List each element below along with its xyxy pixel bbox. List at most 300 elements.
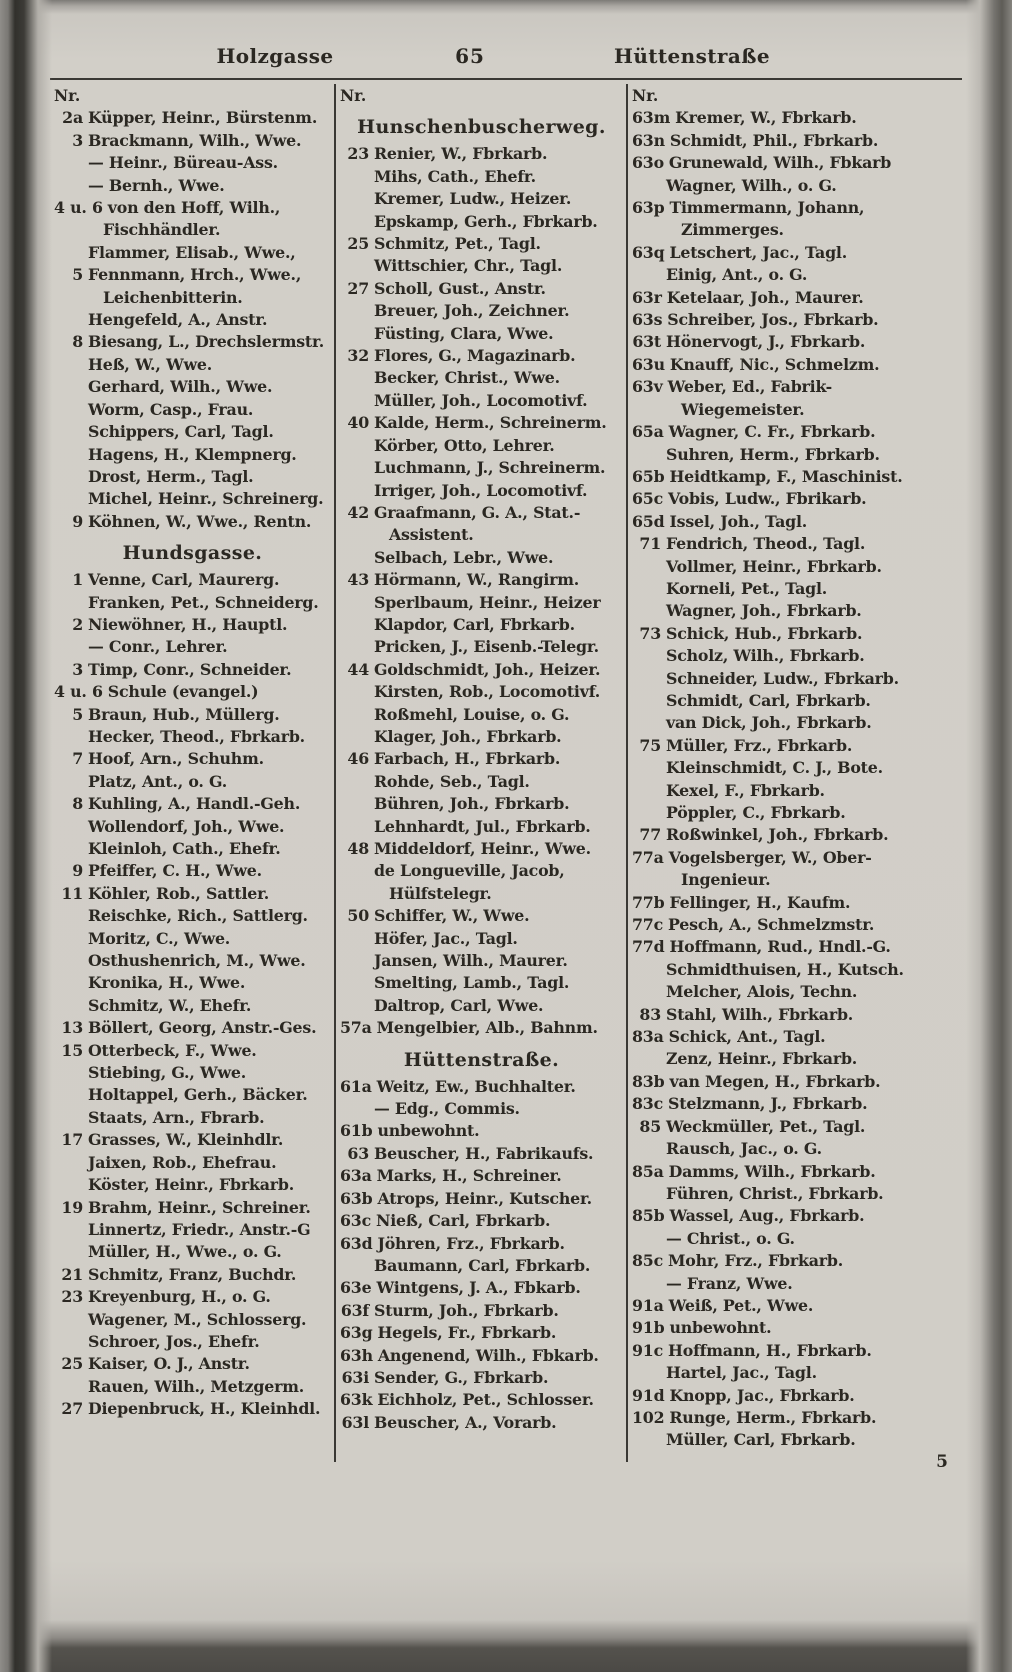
entry-text: Rausch, Jac., o. G. (666, 1139, 822, 1159)
entry-line (632, 1093, 959, 1115)
house-number: 63i (341, 1367, 369, 1387)
entry-text: Eichholz, Pet., Schlosser. (377, 1390, 594, 1410)
house-number: 61b (340, 1121, 373, 1141)
entry-line (340, 905, 623, 927)
house-number (340, 704, 374, 726)
house-number (632, 1048, 666, 1070)
entry-line (632, 1429, 959, 1451)
entry-text: Fischhändler. (103, 220, 221, 240)
house-number (632, 959, 666, 981)
entry-line (340, 233, 623, 255)
house-number: 63h (340, 1345, 373, 1365)
entry-line (632, 623, 959, 645)
house-number: 65c (632, 489, 664, 509)
entry-text: Hülfstelegr. (389, 883, 492, 903)
house-number (632, 264, 666, 286)
entry-text: Köster, Heinr., Fbrkarb. (88, 1175, 294, 1195)
house-number (632, 219, 666, 241)
house-number (340, 771, 374, 793)
entry-line (54, 421, 331, 443)
house-number: 63c (340, 1211, 372, 1231)
entry-line (632, 1407, 959, 1429)
entry-text: Wagner, Wilh., o. G. (666, 175, 837, 195)
entry-line (340, 1345, 623, 1367)
house-number (54, 242, 88, 264)
entry-text: Wollendorf, Joh., Wwe. (88, 816, 285, 836)
house-number: 25 (61, 1354, 83, 1374)
entry-text: Weckmüller, Pet., Tagl. (666, 1116, 866, 1136)
house-number (340, 547, 374, 569)
house-number: 65b (632, 466, 665, 486)
entry-line (54, 130, 331, 152)
entry-line (632, 712, 959, 734)
house-number: 83a (632, 1027, 664, 1047)
scan-edge-left (0, 0, 52, 1672)
house-number: 91c (632, 1340, 664, 1360)
entry-line (632, 1228, 959, 1250)
entry-text: Linnertz, Friedr., Anstr.-G (88, 1219, 311, 1239)
house-number (54, 726, 88, 748)
entry-line (632, 690, 959, 712)
house-number (54, 421, 88, 443)
entry-text: Müller, H., Wwe., o. G. (88, 1242, 282, 1262)
house-number (340, 435, 374, 457)
entry-text: Roßmehl, Louise, o. G. (374, 704, 570, 724)
entry-line (54, 1331, 331, 1353)
house-number: 63t (632, 332, 661, 352)
house-number (54, 972, 88, 994)
entry-text: Kleinloh, Cath., Ehefr. (88, 839, 281, 858)
entry-line (632, 1026, 959, 1048)
entry-line (632, 645, 959, 667)
entry-line (54, 636, 331, 658)
entry-text: Daltrop, Carl, Wwe. (374, 995, 544, 1015)
entry-text: Epskamp, Gerh., Fbrkarb. (374, 211, 598, 231)
entry-text: Roßwinkel, Joh., Fbrkarb. (666, 825, 889, 845)
entry-text: Grunewald, Wilh., Fbkarb (668, 153, 892, 173)
house-number: 21 (61, 1264, 83, 1284)
entry-text: Flores, G., Magazinarb. (374, 346, 576, 366)
entry-text: Rauen, Wilh., Metzgerm. (88, 1376, 305, 1396)
house-number: 63s (632, 310, 663, 330)
house-number: 77 (639, 825, 661, 845)
house-number: 42 (347, 502, 369, 522)
entry-text: Hecker, Theod., Fbrkarb. (88, 726, 305, 746)
entry-text: Franken, Pet., Schneiderg. (88, 592, 319, 612)
entry-line (54, 1040, 331, 1062)
entry-line (340, 838, 623, 860)
entry-text: Ketelaar, Joh., Maurer. (666, 287, 864, 307)
house-number: 23 (347, 144, 369, 164)
entry-text: Stelzmann, J., Fbrkarb. (668, 1094, 868, 1114)
house-number (54, 1174, 88, 1196)
house-number (340, 524, 374, 546)
house-number (340, 188, 374, 210)
entry-text: Grasses, W., Kleinhdlr. (88, 1130, 284, 1150)
house-number (340, 255, 374, 277)
house-number: 13 (61, 1018, 83, 1038)
entry-text: Platz, Ant., o. G. (88, 771, 228, 791)
entry-line (632, 936, 959, 958)
entry-line (54, 488, 331, 510)
entry-line (632, 578, 959, 600)
header-rule (50, 78, 962, 80)
entry-text: Müller, Carl, Fbrkarb. (666, 1430, 856, 1450)
entry-line (54, 592, 331, 614)
house-number (632, 444, 666, 466)
entry-text: Biesang, L., Drechslermstr. (88, 332, 324, 352)
house-number (632, 1429, 666, 1451)
entry-line (632, 556, 959, 578)
house-number: 63q (632, 242, 665, 262)
entry-text: Scholz, Wilh., Fbrkarb. (666, 646, 865, 666)
columns-container (50, 84, 962, 1462)
house-number (632, 712, 666, 734)
entry-text: Wintgens, J. A., Fbkarb. (376, 1278, 581, 1298)
entry-line (632, 1340, 959, 1362)
house-number: 46 (347, 749, 369, 769)
entry-text: Mihs, Cath., Ehefr. (374, 166, 536, 186)
entry-text: Vobis, Ludw., Fbrikarb. (668, 489, 867, 509)
house-number (54, 636, 88, 658)
house-number: 77d (632, 937, 665, 957)
house-number (632, 1183, 666, 1205)
scan-edge-top (0, 0, 1012, 14)
house-number: 102 (632, 1407, 665, 1427)
entry-line (632, 421, 959, 443)
entry-line (54, 219, 331, 241)
house-number: 9 (72, 861, 83, 881)
header-right-street-title: Hüttenstraße (614, 44, 770, 68)
house-number (54, 816, 88, 838)
entry-line (340, 166, 623, 188)
house-number (54, 376, 88, 398)
entry-line (632, 1362, 959, 1384)
entry-line (340, 300, 623, 322)
house-number: 7 (72, 749, 83, 769)
entry-line (632, 354, 959, 376)
house-number (632, 399, 666, 421)
entry-text: Schmidt, Phil., Fbrkarb. (669, 130, 879, 150)
entry-text: Kremer, Ludw., Heizer. (374, 189, 572, 209)
entry-line (632, 1116, 959, 1138)
entry-line (54, 928, 331, 950)
house-number (632, 690, 666, 712)
house-number (632, 600, 666, 622)
entry-line (54, 175, 331, 197)
entry-line (340, 659, 623, 681)
entry-line (54, 511, 331, 533)
entry-text: Moritz, C., Wwe. (88, 928, 231, 948)
entry-text: Stiebing, G., Wwe. (88, 1063, 247, 1083)
house-number (340, 614, 374, 636)
entry-line (632, 1048, 959, 1070)
scan-edge-right (966, 0, 1012, 1672)
entry-line (632, 444, 959, 466)
house-number: 63r (632, 287, 662, 307)
house-number (340, 211, 374, 233)
entry-line (340, 278, 623, 300)
entry-text: Gerhard, Wilh., Wwe. (88, 377, 273, 397)
entry-text: Scholl, Gust., Anstr. (374, 278, 546, 298)
house-number: 65a (632, 422, 664, 442)
entry-text: unbewohnt. (377, 1121, 480, 1141)
entry-line (54, 1309, 331, 1331)
entry-text: Staats, Arn., Fbrarb. (88, 1107, 265, 1127)
entry-line (54, 883, 331, 905)
header-left-street-title: Holzgasse (216, 44, 334, 68)
entry-line (54, 860, 331, 882)
house-number: 23 (61, 1287, 83, 1307)
entry-line (632, 1317, 959, 1339)
house-number (340, 636, 374, 658)
entry-text: unbewohnt. (669, 1318, 772, 1338)
entry-text: Jöhren, Frz., Fbrkarb. (377, 1233, 565, 1253)
house-number: 27 (61, 1399, 83, 1419)
house-number: 2a (62, 108, 83, 128)
entry-text: Beuscher, H., Fabrikaufs. (374, 1143, 594, 1163)
entry-line (632, 1250, 959, 1272)
entry-text: — Edg., Commis. (374, 1099, 520, 1119)
house-number (632, 645, 666, 667)
entry-line (340, 1255, 623, 1277)
house-number (340, 860, 374, 882)
house-number (340, 726, 374, 748)
house-number (340, 367, 374, 389)
entry-text: Assistent. (389, 525, 474, 545)
entry-text: Küpper, Heinr., Bürstenm. (88, 108, 318, 128)
entry-line (632, 757, 959, 779)
entry-text: Middeldorf, Heinr., Wwe. (374, 839, 591, 858)
entry-line (340, 995, 623, 1017)
entry-text: Schmitz, Pet., Tagl. (374, 234, 541, 254)
house-number (632, 668, 666, 690)
house-number: 63v (632, 377, 663, 397)
entry-line (54, 659, 331, 681)
house-number (54, 1376, 88, 1398)
entry-text: Mengelbier, Alb., Bahnm. (376, 1018, 598, 1038)
entry-text: Mohr, Frz., Fbrkarb. (668, 1251, 844, 1271)
entry-text: Letschert, Jac., Tagl. (669, 242, 848, 262)
entry-line (632, 466, 959, 488)
entry-text: Schmitz, Franz, Buchdr. (88, 1264, 297, 1284)
entry-text: Klager, Joh., Fbrkarb. (374, 726, 562, 746)
house-number: 50 (347, 906, 369, 926)
house-number: 83 (639, 1004, 661, 1024)
entry-text: Hoffmann, H., Fbrkarb. (668, 1340, 872, 1360)
entry-text: Körber, Otto, Lehrer. (374, 435, 555, 455)
house-number: 91a (632, 1295, 664, 1315)
entry-line (632, 600, 959, 622)
entry-text: Suhren, Herm., Fbrkarb. (666, 444, 880, 464)
entry-text: von den Hoff, Wilh., (107, 198, 281, 218)
entry-line (340, 1143, 623, 1165)
entry-line (340, 345, 623, 367)
house-number: 44 (347, 659, 369, 679)
entry-text: Führen, Christ., Fbrkarb. (666, 1183, 884, 1203)
entry-text: Graafmann, G. A., Stat.- (374, 502, 581, 522)
entry-line (54, 950, 331, 972)
house-number (340, 592, 374, 614)
entry-line (54, 242, 331, 264)
entry-line (340, 748, 623, 770)
house-number: 27 (347, 278, 369, 298)
house-number (54, 1219, 88, 1241)
entry-line (632, 175, 959, 197)
entry-line (632, 488, 959, 510)
entry-text: Beuscher, A., Vorarb. (374, 1412, 557, 1432)
house-number: 83c (632, 1094, 664, 1114)
entry-text: Marks, H., Schreiner. (376, 1166, 562, 1186)
entry-line (340, 502, 623, 524)
entry-line (340, 972, 623, 994)
house-number (54, 354, 88, 376)
entry-text: Hagens, H., Klempnerg. (88, 444, 297, 464)
entry-line (54, 1129, 331, 1151)
house-number (340, 681, 374, 703)
house-number (632, 578, 666, 600)
scan-edge-bottom (0, 1620, 1012, 1672)
entry-line (54, 704, 331, 726)
entry-line (340, 771, 623, 793)
entry-text: Luchmann, J., Schreinerm. (374, 458, 606, 478)
entry-text: Hönervogt, J., Fbrkarb. (666, 332, 866, 352)
entry-text: Bühren, Joh., Fbrkarb. (374, 794, 570, 814)
entry-line (54, 1264, 331, 1286)
entry-text: Böllert, Georg, Anstr.-Ges. (88, 1018, 317, 1038)
entry-line (54, 1062, 331, 1084)
entry-text: Renier, W., Fbrkarb. (374, 144, 548, 164)
house-number (54, 488, 88, 510)
entry-text: Atrops, Heinr., Kutscher. (377, 1188, 592, 1208)
entry-text: Wittschier, Chr., Tagl. (374, 256, 563, 276)
house-number: 63m (632, 108, 671, 128)
house-number: 63g (340, 1323, 373, 1343)
entry-line (340, 950, 623, 972)
entry-text: Holtappel, Gerh., Bäcker. (88, 1085, 308, 1105)
entry-text: Wiegemeister. (681, 399, 805, 419)
house-number: 17 (61, 1130, 83, 1150)
house-number: 25 (347, 234, 369, 254)
entry-line (632, 152, 959, 174)
entry-text: Fennmann, Hrch., Wwe., (88, 265, 302, 285)
entry-line (632, 331, 959, 353)
house-number (54, 838, 88, 860)
house-number (54, 1107, 88, 1129)
entry-line (340, 704, 623, 726)
entry-text: Fellinger, H., Kaufm. (669, 892, 851, 912)
column-3-lines (632, 107, 959, 1451)
house-number: 85a (632, 1161, 664, 1181)
entry-line (632, 1183, 959, 1205)
house-number: 63d (340, 1233, 373, 1253)
house-number (54, 1152, 88, 1174)
column-2-lines (340, 116, 623, 1434)
entry-line (632, 1138, 959, 1160)
entry-line (340, 1277, 623, 1299)
entry-text: Kuhling, A., Handl.-Geh. (88, 794, 301, 814)
entry-line (632, 824, 959, 846)
entry-line (54, 331, 331, 353)
entry-line (340, 1322, 623, 1344)
entry-line (632, 735, 959, 757)
entry-text: Schiffer, W., Wwe. (374, 906, 530, 926)
entry-line (54, 1241, 331, 1263)
entry-text: — Bernh., Wwe. (88, 175, 225, 195)
entry-line (340, 255, 623, 277)
entry-line (54, 444, 331, 466)
entry-line (340, 457, 623, 479)
house-number (54, 771, 88, 793)
entry-line (632, 130, 959, 152)
entry-line (54, 1398, 331, 1420)
entry-text: Hoffmann, Rud., Hndl.-G. (669, 937, 891, 957)
street-section-title: Hunschenbuscherweg. (357, 116, 606, 139)
house-number (632, 757, 666, 779)
entry-text: Zimmerges. (681, 220, 784, 240)
house-number: 65d (632, 511, 665, 531)
house-number: 63u (632, 354, 665, 374)
entry-text: — Conr., Lehrer. (88, 637, 228, 657)
house-number: 2 (72, 614, 83, 634)
house-number: 19 (61, 1197, 83, 1217)
entry-text: Wagener, M., Schlosserg. (88, 1309, 307, 1329)
column-1 (50, 84, 334, 1462)
house-number: 15 (61, 1040, 83, 1060)
entry-text: Pfeiffer, C. H., Wwe. (88, 861, 262, 881)
entry-line (54, 1084, 331, 1106)
entry-text: Kremer, W., Fbrkarb. (675, 108, 857, 128)
house-number: 40 (347, 413, 369, 433)
house-number (340, 972, 374, 994)
entry-line (632, 1071, 959, 1093)
entry-text: Klapdor, Carl, Fbrkarb. (374, 614, 575, 634)
house-number: 63n (632, 130, 665, 150)
entry-text: Flammer, Elisab., Wwe., (88, 242, 296, 262)
house-number (340, 816, 374, 838)
house-number (54, 175, 88, 197)
entry-line (340, 636, 623, 658)
entry-text: Kirsten, Rob., Locomotivf. (374, 682, 601, 702)
house-number: 91b (632, 1318, 665, 1338)
house-number (54, 309, 88, 331)
entry-text: Zenz, Heinr., Fbrkarb. (666, 1049, 858, 1069)
entry-line (340, 1098, 623, 1120)
entry-text: Timmermann, Johann, (669, 198, 865, 218)
house-number (632, 981, 666, 1003)
entry-line (54, 1219, 331, 1241)
house-number (340, 928, 374, 950)
house-number: 11 (61, 883, 83, 903)
entry-text: Damms, Wilh., Fbrkarb. (668, 1161, 876, 1181)
house-number: 1 (72, 570, 83, 590)
entry-line (632, 107, 959, 129)
entry-text: Hengefeld, A., Anstr. (88, 310, 268, 330)
house-number: 61a (340, 1076, 372, 1096)
entry-text: Hoof, Arn., Schuhm. (88, 749, 264, 769)
entry-line (54, 995, 331, 1017)
nr-column-label: Nr. (632, 86, 659, 105)
entry-text: Schippers, Carl, Tagl. (88, 422, 274, 442)
entry-line (632, 197, 959, 219)
entry-text: Breuer, Joh., Zeichner. (374, 301, 570, 321)
entry-text: Kleinschmidt, C. J., Bote. (666, 758, 883, 778)
house-number: 32 (347, 346, 369, 366)
entry-line (54, 264, 331, 286)
entry-line (340, 1367, 623, 1389)
house-number (340, 995, 374, 1017)
entry-text: Baumann, Carl, Fbrkarb. (374, 1255, 591, 1275)
